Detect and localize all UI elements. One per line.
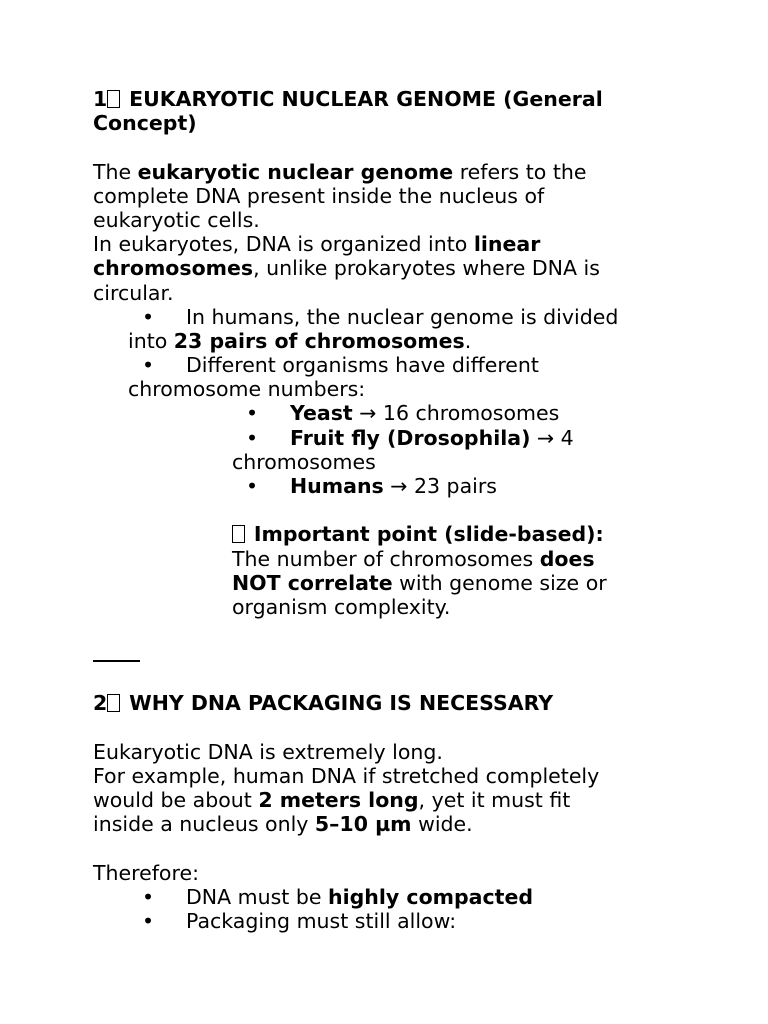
- bullet-icon: •: [246, 401, 259, 426]
- list-item: • Yeast → 16 chromosomes: [93, 401, 693, 425]
- section-1-heading-cont: Concept): [93, 111, 197, 136]
- paragraph-line: In eukaryotes, DNA is organized into linear: [93, 232, 541, 257]
- paragraph-line: inside a nucleus only 5–10 µm wide.: [93, 812, 473, 837]
- note-heading: Important point (slide-based):: [93, 522, 693, 546]
- section-1-heading: 1 EUKARYOTIC NUCLEAR GENOME (General: [93, 87, 603, 111]
- missing-glyph-icon: [107, 90, 120, 108]
- list-item: • DNA must be highly compacted: [93, 885, 693, 909]
- paragraph-line: would be about 2 meters long, yet it must fit: [93, 788, 571, 813]
- section-1-number: 1: [93, 87, 108, 111]
- list-item: • Humans → 23 pairs: [93, 474, 693, 498]
- list-item-cont: into 23 pairs of chromosomes.: [128, 328, 472, 353]
- section-2-number: 2: [93, 691, 108, 716]
- note-line: organism complexity.: [232, 594, 451, 619]
- paragraph-line: eukaryotic cells.: [93, 207, 260, 232]
- list-item: • In humans, the nuclear genome is divided: [93, 305, 693, 329]
- section-2-heading: 2 WHY DNA PACKAGING IS NECESSARY: [93, 691, 554, 716]
- bullet-icon: •: [246, 425, 259, 450]
- list-item: • Fruit fly (Drosophila) → 4: [93, 426, 693, 450]
- note-line: The number of chromosomes does: [232, 546, 595, 571]
- paragraph-line: The eukaryotic nuclear genome refers to the: [93, 159, 587, 184]
- paragraph-line: Therefore:: [93, 860, 199, 885]
- bullet-icon: •: [246, 474, 259, 498]
- list-item: • Different organisms have different: [93, 353, 693, 377]
- list-item: • Packaging must still allow:: [93, 909, 693, 933]
- paragraph-line: Eukaryotic DNA is extremely long.: [93, 739, 443, 764]
- list-item-cont: chromosome numbers:: [128, 377, 366, 402]
- paragraph-line: For example, human DNA if stretched completely: [93, 763, 600, 788]
- paragraph-line: complete DNA present inside the nucleus of: [93, 183, 545, 208]
- paragraph-line: circular.: [93, 280, 174, 305]
- missing-glyph-icon: [107, 694, 120, 712]
- bullet-icon: •: [142, 909, 155, 933]
- document-page: [93, 87, 693, 933]
- bullet-icon: •: [142, 353, 155, 378]
- bullet-icon: •: [142, 304, 155, 329]
- bullet-icon: •: [142, 884, 155, 909]
- note-line: NOT correlate with genome size or: [232, 570, 607, 595]
- paragraph-line: chromosomes, unlike prokaryotes where DNA is: [93, 256, 600, 281]
- missing-glyph-icon: [232, 525, 245, 543]
- list-item-cont: chromosomes: [232, 449, 376, 474]
